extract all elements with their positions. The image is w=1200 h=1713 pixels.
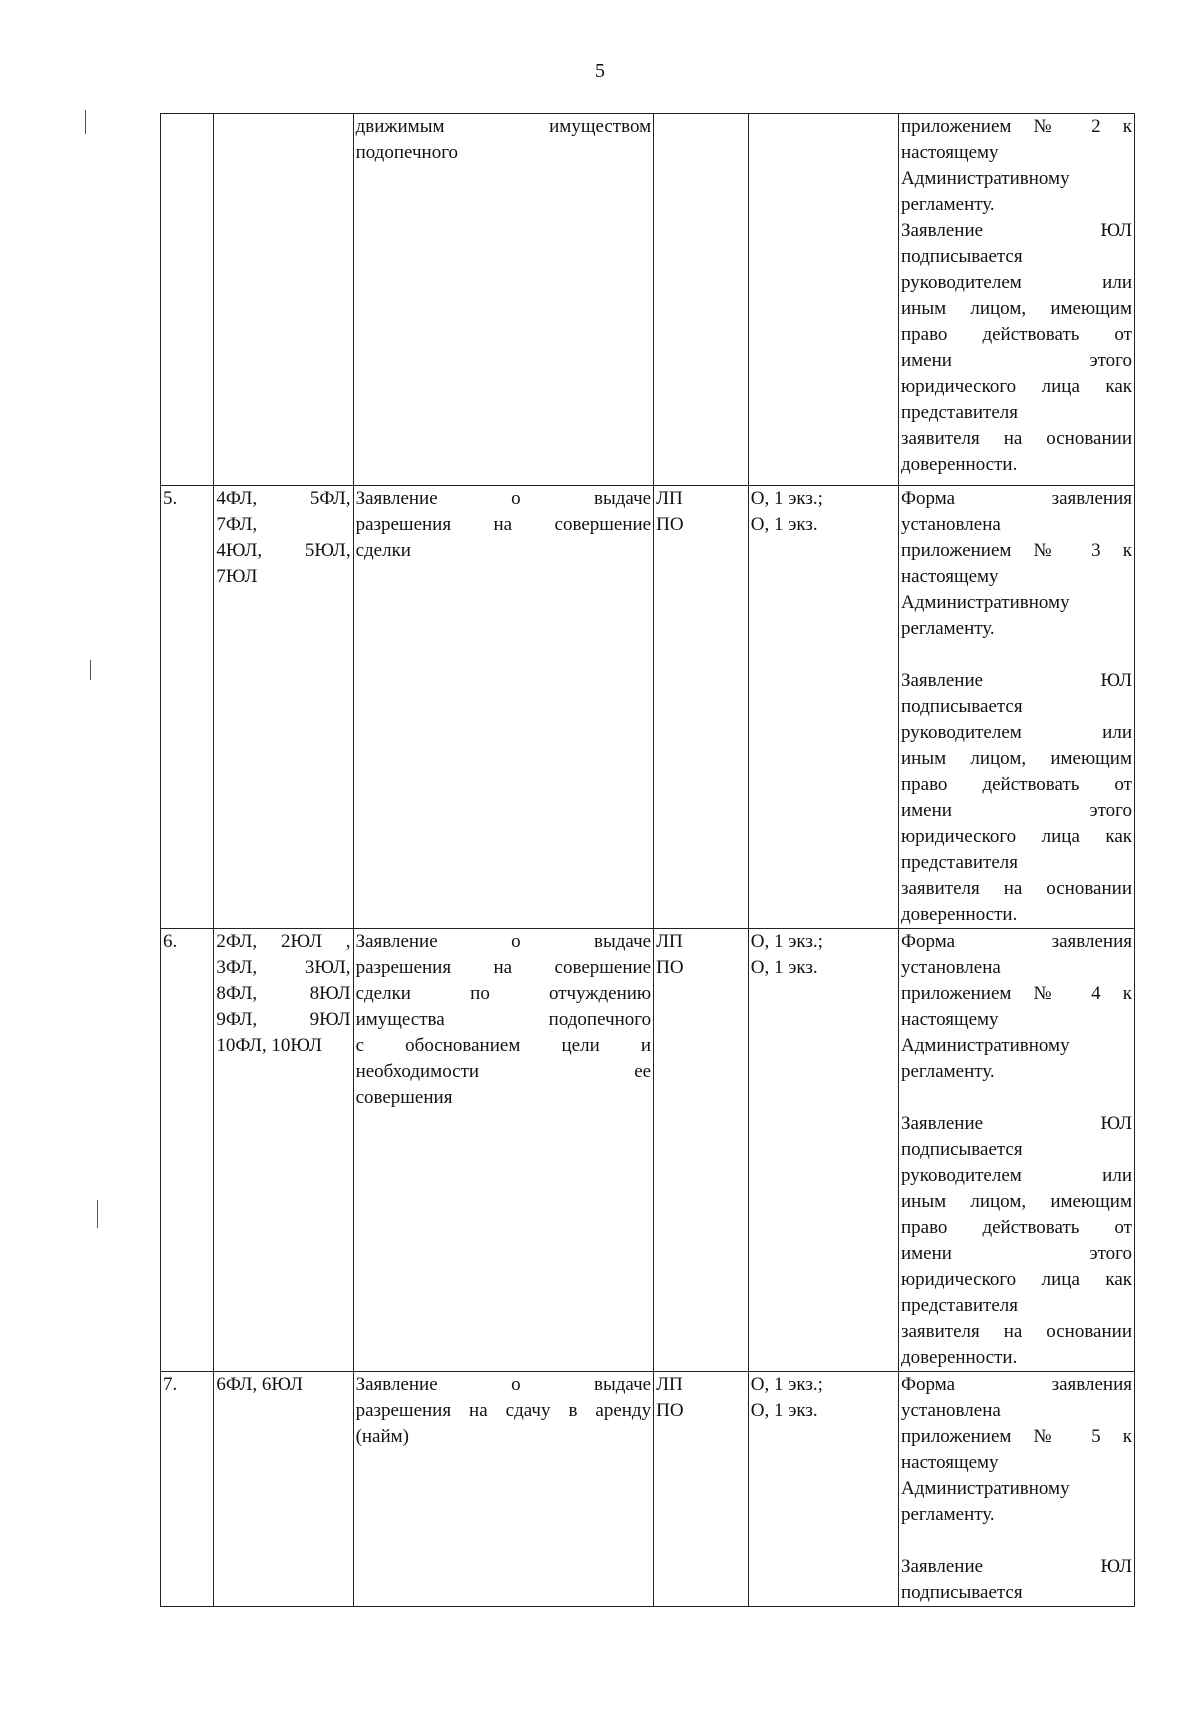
note-a-line: установлена xyxy=(900,514,1001,535)
note-b-line: руководителем или xyxy=(900,272,1132,293)
note-b-line: Заявление ЮЛ xyxy=(900,1113,1132,1134)
note-a-line: настоящему xyxy=(900,566,999,587)
note-b-line: подписывается xyxy=(900,1582,1023,1603)
name-line: Заявление о выдаче xyxy=(355,1374,652,1395)
name-line: имущества подопечного xyxy=(355,1009,652,1030)
documents-table xyxy=(160,113,1135,1603)
note-b-line: Заявление ЮЛ xyxy=(900,220,1132,241)
note-a-line: Административному xyxy=(900,1478,1070,1499)
margin-mark xyxy=(85,110,86,134)
note-a-line: Форма заявления xyxy=(900,1374,1132,1395)
document-kind xyxy=(654,1372,749,1607)
note-b-line: подписывается xyxy=(900,696,1023,717)
note-b-line: юридического лица как xyxy=(900,1269,1132,1290)
copies-line: О, 1 экз.; xyxy=(750,931,823,952)
page-number: 5 xyxy=(595,60,605,82)
name-line: Заявление о выдаче xyxy=(355,931,652,952)
table-row xyxy=(161,486,1135,929)
table-row xyxy=(161,929,1135,1372)
note-b-line: доверенности. xyxy=(900,454,1018,475)
document-requirements xyxy=(898,486,1134,929)
note-b-line: доверенности. xyxy=(900,1347,1018,1368)
note-a-line: настоящему xyxy=(900,142,999,163)
document-copies xyxy=(748,929,898,1372)
codes-line: 7ФЛ, xyxy=(216,514,258,535)
kind-line: ПО xyxy=(656,957,684,978)
note-b-line: иным лицом, имеющим xyxy=(900,748,1132,769)
note-b-line: представителя xyxy=(900,852,1018,873)
paragraph-gap xyxy=(901,1528,1132,1554)
codes-line: 3ФЛ, 3ЮЛ, xyxy=(216,957,351,978)
note-a-line: приложением № 4 к xyxy=(900,983,1132,1004)
name-line: (найм) xyxy=(355,1426,410,1447)
note-b-line: иным лицом, имеющим xyxy=(900,1191,1132,1212)
note-b-line: юридического лица как xyxy=(900,376,1132,397)
note-b-line: заявителя на основании xyxy=(900,428,1132,449)
note-b-line: имени этого xyxy=(900,350,1132,371)
note-b-line: право действовать от xyxy=(900,774,1132,795)
paragraph-gap xyxy=(901,642,1132,668)
name-line: сделки по отчуждению xyxy=(355,983,652,1004)
note-a-line: Форма заявления xyxy=(900,931,1132,952)
note-b-line: заявителя на основании xyxy=(900,878,1132,899)
document-requirements xyxy=(898,1372,1134,1607)
codes-line: 10ФЛ, 10ЮЛ xyxy=(216,1035,322,1056)
table-row xyxy=(161,114,1135,486)
codes-line: 4ЮЛ, 5ЮЛ, xyxy=(216,540,351,561)
codes-line: 7ЮЛ xyxy=(216,566,258,587)
note-b-line: иным лицом, имеющим xyxy=(900,298,1132,319)
row-number: 5. xyxy=(161,486,214,929)
copies-line: О, 1 экз.; xyxy=(750,488,823,509)
document-requirements xyxy=(898,929,1134,1372)
note-a-line: Форма заявления xyxy=(900,488,1132,509)
note-b-line: руководителем или xyxy=(900,722,1132,743)
name-line: Заявление о выдаче xyxy=(355,488,652,509)
note-a-line: установлена xyxy=(900,1400,1001,1421)
copies-line: О, 1 экз. xyxy=(750,1400,818,1421)
copies-line: О, 1 экз. xyxy=(750,514,818,535)
margin-mark xyxy=(90,660,91,680)
document-copies xyxy=(748,114,898,486)
copies-line: О, 1 экз. xyxy=(750,957,818,978)
note-a-line: регламенту. xyxy=(900,1504,995,1525)
document-kind xyxy=(654,486,749,929)
name-line: подопечного xyxy=(355,142,459,163)
applicant-codes xyxy=(214,114,353,486)
codes-line: 4ФЛ, 5ФЛ, xyxy=(216,488,351,509)
document-name xyxy=(353,929,654,1372)
note-b-line: Заявление ЮЛ xyxy=(900,1556,1132,1577)
name-line: совершения xyxy=(355,1087,453,1108)
note-b-line: Заявление ЮЛ xyxy=(900,670,1132,691)
codes-line: 6ФЛ, 6ЮЛ xyxy=(216,1374,303,1395)
applicant-codes xyxy=(214,486,353,929)
note-a-line: установлена xyxy=(900,957,1001,978)
note-b-line: имени этого xyxy=(900,800,1132,821)
note-b-line: заявителя на основании xyxy=(900,1321,1132,1342)
name-line: разрешения на совершение xyxy=(355,957,652,978)
note-b-line: подписывается xyxy=(900,246,1023,267)
note-a-line: настоящему xyxy=(900,1452,999,1473)
row-number xyxy=(161,114,214,486)
note-a-line: регламенту. xyxy=(900,1061,995,1082)
applicant-codes xyxy=(214,929,353,1372)
document-requirements xyxy=(898,114,1134,486)
name-line: с обоснованием цели и xyxy=(355,1035,652,1056)
document-kind xyxy=(654,929,749,1372)
note-a-line: настоящему xyxy=(900,1009,999,1030)
note-a-line: приложением № 2 к xyxy=(900,116,1132,137)
codes-line: 8ФЛ, 8ЮЛ xyxy=(216,983,351,1004)
note-b-line: подписывается xyxy=(900,1139,1023,1160)
kind-line: ПО xyxy=(656,514,684,535)
note-b-line: право действовать от xyxy=(900,324,1132,345)
note-b-line: имени этого xyxy=(900,1243,1132,1264)
document-name xyxy=(353,1372,654,1607)
name-line: разрешения на совершение xyxy=(355,514,652,535)
note-a-line: регламенту. xyxy=(900,618,995,639)
note-a-line: приложением № 5 к xyxy=(900,1426,1132,1447)
name-line: разрешения на сдачу в аренду xyxy=(355,1400,652,1421)
document-copies xyxy=(748,1372,898,1607)
paragraph-gap xyxy=(901,1085,1132,1111)
note-b-line: доверенности. xyxy=(900,904,1018,925)
margin-mark xyxy=(97,1200,98,1228)
document-name xyxy=(353,114,654,486)
codes-line: 9ФЛ, 9ЮЛ xyxy=(216,1009,351,1030)
document-kind xyxy=(654,114,749,486)
kind-line: ЛП xyxy=(656,931,683,952)
note-a-line: регламенту. xyxy=(900,194,995,215)
note-a-line: Административному xyxy=(900,592,1070,613)
note-b-line: юридического лица как xyxy=(900,826,1132,847)
name-line: необходимости ее xyxy=(355,1061,652,1082)
note-a-line: приложением № 3 к xyxy=(900,540,1132,561)
copies-line: О, 1 экз.; xyxy=(750,1374,823,1395)
table-row xyxy=(161,1372,1135,1607)
applicant-codes xyxy=(214,1372,353,1607)
kind-line: ЛП xyxy=(656,1374,683,1395)
kind-line: ЛП xyxy=(656,488,683,509)
name-line: движимым имуществом xyxy=(355,116,652,137)
row-number: 6. xyxy=(161,929,214,1372)
note-b-line: руководителем или xyxy=(900,1165,1132,1186)
note-a-line: Административному xyxy=(900,168,1070,189)
note-b-line: представителя xyxy=(900,402,1018,423)
codes-line: 2ФЛ, 2ЮЛ , xyxy=(216,931,351,952)
note-b-line: право действовать от xyxy=(900,1217,1132,1238)
note-b-line: представителя xyxy=(900,1295,1018,1316)
name-line: сделки xyxy=(355,540,411,561)
row-number: 7. xyxy=(161,1372,214,1607)
note-a-line: Административному xyxy=(900,1035,1070,1056)
kind-line: ПО xyxy=(656,1400,684,1421)
document-copies xyxy=(748,486,898,929)
document-name xyxy=(353,486,654,929)
